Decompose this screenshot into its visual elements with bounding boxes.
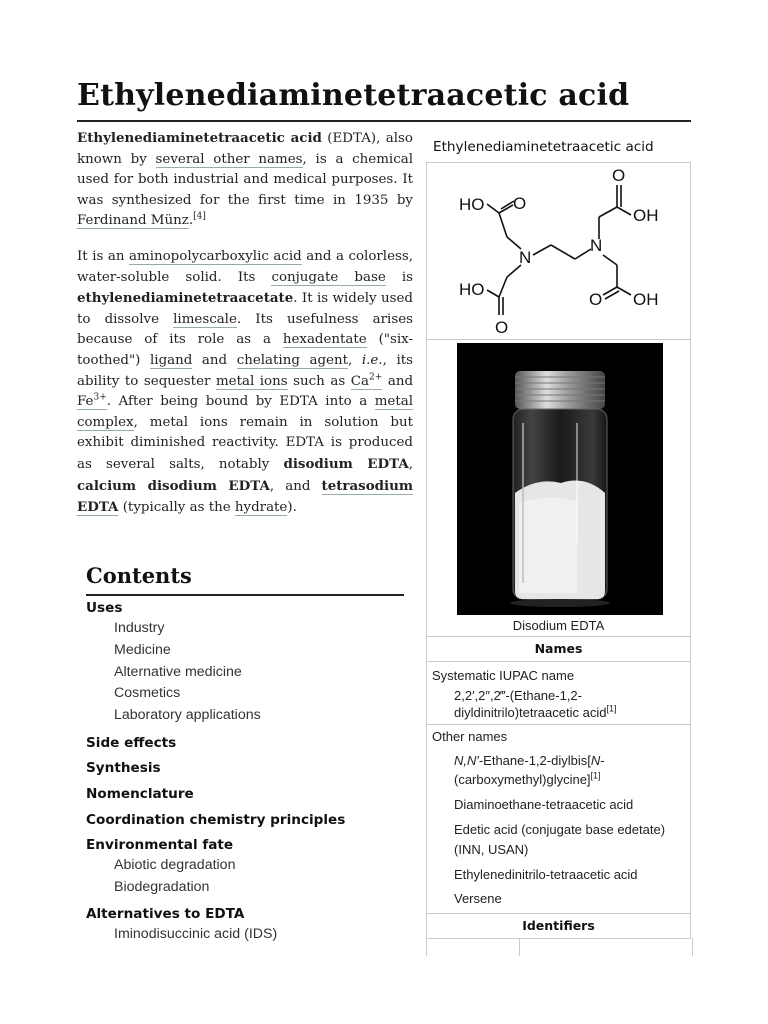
bold-term-disodium-edta: disodium EDTA xyxy=(283,455,409,472)
link-ferdinand-munz[interactable]: Ferdinand Münz xyxy=(77,213,189,229)
names-divider xyxy=(426,661,691,662)
label-o-top-right: O xyxy=(612,166,626,185)
other-name-1-line2 xyxy=(454,772,601,787)
toc-side-effects[interactable]: Side effects xyxy=(86,735,177,751)
toc-abiotic-degradation[interactable]: Abiotic degradation xyxy=(114,857,236,873)
toc-laboratory-applications[interactable]: Laboratory applications xyxy=(114,707,261,723)
other-name-1-text-b: - xyxy=(600,753,605,768)
iron-charge: 3+ xyxy=(93,392,107,403)
reference-1b[interactable]: [1] xyxy=(590,770,601,781)
text: , xyxy=(347,352,362,368)
text: , its ability to sequester xyxy=(77,352,413,389)
text: and xyxy=(382,373,414,389)
iupac-name-line1: 2,2′,2″,2‴-(Ethane-1,2- xyxy=(454,688,582,703)
other-name-3-line1: Edetic acid (conjugate base edetate) xyxy=(454,822,666,837)
text: . It is widely used to dissolve xyxy=(77,291,413,327)
toc-medicine[interactable]: Medicine xyxy=(114,642,171,658)
link-conjugate-base[interactable]: conjugate base xyxy=(271,269,386,285)
infobox-left-border xyxy=(426,661,427,913)
iupac-name-line2 xyxy=(454,705,616,720)
text: ("six-toothed") xyxy=(77,332,413,368)
text: It is an xyxy=(77,249,130,264)
other-name-1-italic-b: N xyxy=(590,753,601,768)
vial-illustration xyxy=(457,343,663,615)
label-o-bottom-left: O xyxy=(495,318,509,337)
label-ho-top-left: HO xyxy=(459,195,485,214)
other-name-1-text-c: (carboxymethyl)glycine] xyxy=(454,772,591,787)
label-n-left: N xyxy=(519,248,532,267)
text: . After being bound by EDTA into a xyxy=(106,394,375,410)
bold-term-calcium-disodium-edta: calcium disodium EDTA xyxy=(77,477,270,494)
text: and a colorless, water-soluble solid. Its xyxy=(77,249,413,285)
reference-4[interactable]: [4] xyxy=(193,211,206,222)
text: (EDTA), also known by xyxy=(77,131,413,167)
calcium-symbol: Ca xyxy=(350,373,369,389)
structure-diagram-cell xyxy=(426,162,691,340)
label-ho-bottom-left: HO xyxy=(459,280,485,299)
toc-environmental-fate[interactable]: Environmental fate xyxy=(86,837,234,853)
other-names-label: Other names xyxy=(432,729,508,744)
text: . xyxy=(188,213,194,229)
calcium-charge: 2+ xyxy=(369,372,383,383)
disodium-edta-photo[interactable] xyxy=(457,343,663,615)
infobox-right-border xyxy=(690,661,691,913)
text: , is a chemical used for both industrial and medical purposes. It was synthesized for the first time in 1935 by xyxy=(77,151,413,208)
other-name-3-line2: (INN, USAN) xyxy=(454,842,529,857)
link-limescale[interactable]: limescale xyxy=(173,311,237,327)
text: is xyxy=(385,269,414,285)
toc-alternative-medicine[interactable]: Alternative medicine xyxy=(114,664,242,680)
toc-nomenclature[interactable]: Nomenclature xyxy=(86,786,194,802)
label-oh-top-right: OH xyxy=(633,206,659,225)
edta-structure-diagram xyxy=(427,163,690,339)
photo-caption: Disodium EDTA xyxy=(512,618,605,633)
toc-coordination-chemistry[interactable]: Coordination chemistry principles xyxy=(86,812,346,828)
title-divider xyxy=(77,120,691,122)
link-ligand[interactable]: ligand xyxy=(150,352,193,368)
other-name-1-italic-a: N,N′ xyxy=(454,753,479,768)
text: (typically as the xyxy=(118,500,235,516)
label-o-top-left: O xyxy=(513,194,527,213)
text: , xyxy=(408,456,413,472)
label-n-right: N xyxy=(590,236,603,255)
toc-industry[interactable]: Industry xyxy=(114,620,165,636)
toc-uses[interactable]: Uses xyxy=(86,600,123,616)
table-of-contents xyxy=(86,563,406,942)
photo-cell xyxy=(426,339,691,637)
label-o-bottom-right: O xyxy=(589,290,603,309)
text: , and xyxy=(269,478,322,494)
iupac-name-text: diyldinitrilo)tetraacetic acid xyxy=(454,705,607,720)
link-hexadentate[interactable]: hexadentate xyxy=(282,332,367,348)
link-hydrate[interactable]: hydrate xyxy=(234,500,288,516)
text: , metal ions remain in solution but exhibit diminished reactivity. EDTA is produced as several salts, notably xyxy=(77,414,413,472)
link-metal-complex[interactable]: metal complex xyxy=(77,394,413,430)
toc-biodegradation[interactable]: Biodegradation xyxy=(114,879,210,895)
identifiers-column-divider xyxy=(519,938,520,956)
text: such as xyxy=(287,373,351,389)
toc-cosmetics[interactable]: Cosmetics xyxy=(114,685,181,701)
other-name-1-line1 xyxy=(454,753,605,768)
contents-title: Contents xyxy=(86,563,192,588)
page-title: Ethylenediaminetetraacetic acid xyxy=(77,78,630,113)
other-name-5: Versene xyxy=(454,891,502,906)
link-chelating-agent[interactable]: chelating agent xyxy=(236,352,348,368)
other-name-2: Diaminoethane-tetraacetic acid xyxy=(454,797,634,812)
bold-term-edta-ate: ethylenediaminetetraacetate xyxy=(77,290,294,307)
names-header: Names xyxy=(426,636,691,662)
italic-ie: i.e. xyxy=(361,352,383,368)
contents-divider xyxy=(86,594,404,596)
link-calcium-ion[interactable] xyxy=(351,374,383,390)
toc-synthesis[interactable]: Synthesis xyxy=(86,760,161,776)
iron-symbol: Fe xyxy=(77,394,94,410)
intro-paragraph-1 xyxy=(77,128,413,232)
link-aminopolycarboxylic-acid[interactable]: aminopolycarboxylic acid xyxy=(129,249,302,264)
infobox-caption: Ethylenediaminetetraacetic acid xyxy=(433,139,654,155)
toc-alternatives-to-edta[interactable]: Alternatives to EDTA xyxy=(86,906,245,922)
reference-1[interactable]: [1] xyxy=(606,703,617,714)
identifiers-row xyxy=(426,938,693,956)
other-name-4: Ethylenedinitrilo-tetraacetic acid xyxy=(454,867,638,882)
link-iron-ion[interactable] xyxy=(77,394,107,410)
iupac-label: Systematic IUPAC name xyxy=(432,668,575,683)
text: and xyxy=(192,352,237,368)
link-tetrasodium-edta[interactable]: tetrasodium EDTA xyxy=(77,477,413,516)
identifiers-header: Identifiers xyxy=(426,913,691,939)
label-oh-bottom-right: OH xyxy=(633,290,659,309)
bold-term-edta: Ethylenediaminetetraacetic acid xyxy=(77,130,322,146)
intro-paragraph-2 xyxy=(77,247,413,519)
text: ). xyxy=(287,500,297,516)
toc-iminodisuccinic-acid[interactable]: Iminodisuccinic acid (IDS) xyxy=(114,926,278,942)
link-metal-ions[interactable]: metal ions xyxy=(215,373,288,389)
link-other-names[interactable]: several other names xyxy=(155,151,303,167)
other-name-1-text-a: -Ethane-1,2-diylbis[ xyxy=(478,753,591,768)
iupac-divider xyxy=(426,724,691,725)
text: . Its usefulness arises because of its role as a xyxy=(77,311,413,348)
